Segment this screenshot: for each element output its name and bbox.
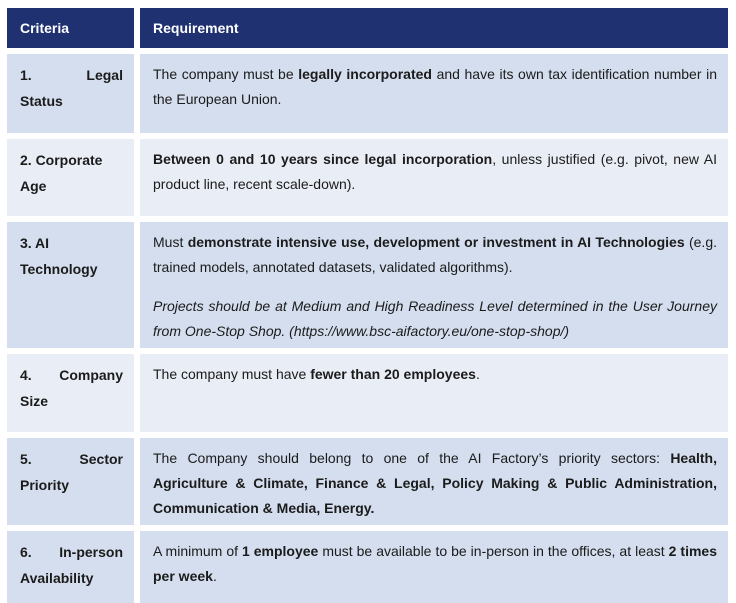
requirement-paragraph: The company must be legally incorporated and have its own tax identification number in the European Union. [153,66,717,107]
requirement-paragraph: Projects should be at Medium and High Readiness Level determined in the User Journey from One-Stop Shop. (https://www.bsc-aifactory.eu/one-stop-shop/) [153,298,717,339]
requirement-cell [140,354,728,432]
requirement-cell [140,438,728,525]
requirement-cell [140,139,728,216]
criteria-cell: 1. Legal Status [7,54,134,133]
requirement-paragraph: Must demonstrate intensive use, development or investment in AI Technologies (e.g. trained models, annotated datasets, validated algorithms). [153,234,717,275]
criteria-cell: 3. AI Technology [7,222,134,348]
requirement-cell [140,531,728,603]
requirement-paragraph: The Company should belong to one of the AI Factory’s priority sectors: Health, Agriculture & Climate, Finance & Legal, Policy Making & Public Administration, Communication & Media, Energy. [153,450,717,516]
header-cell-criteria: Criteria [7,8,134,48]
header-cell-requirement: Requirement [140,8,728,48]
requirement-paragraph: Between 0 and 10 years since legal incorporation, unless justified (e.g. pivot, new AI product line, recent scale-down). [153,151,717,192]
criteria-cell: 5. Sector Priority [7,438,134,525]
requirement-cell [140,54,728,133]
requirement-paragraph: The company must have fewer than 20 employees. [153,366,480,382]
criteria-cell: 4. Company Size [7,354,134,432]
requirement-paragraph: A minimum of 1 employee must be available to be in-person in the offices, at least 2 times per week. [153,543,717,584]
requirement-cell [140,222,728,348]
criteria-cell: 6. In-person Availability [7,531,134,603]
criteria-cell: 2. Corporate Age [7,139,134,216]
